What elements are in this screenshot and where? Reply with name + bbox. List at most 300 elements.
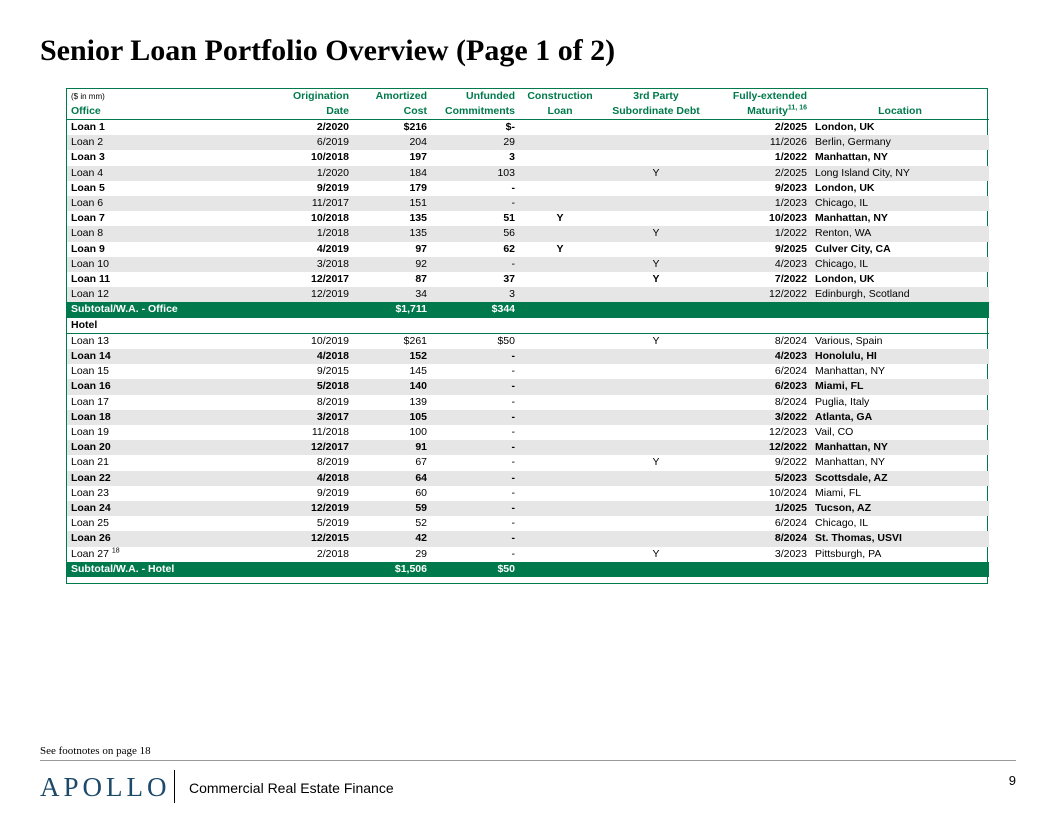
table-cell xyxy=(431,440,519,455)
header-top: Unfunded xyxy=(466,90,515,102)
cell-text: Culver City, CA xyxy=(815,242,891,255)
table-cell xyxy=(257,516,353,531)
cell-text: Loan 13 xyxy=(71,334,109,347)
cell-text: 3/2023 xyxy=(774,547,807,560)
table-cell xyxy=(519,471,601,486)
cell-text: - xyxy=(511,517,515,530)
cell-text: Loan 15 xyxy=(71,365,109,378)
table-cell xyxy=(519,226,601,241)
cell-text: 4/2023 xyxy=(774,257,807,270)
cell-text: 1/2020 xyxy=(316,166,349,179)
table-cell xyxy=(519,242,601,257)
table-cell xyxy=(519,302,601,317)
cell-text: 10/2018 xyxy=(311,212,349,225)
cell-text: $261 xyxy=(403,334,427,347)
table-cell xyxy=(711,181,811,196)
table-cell xyxy=(519,395,601,410)
table-cell xyxy=(811,379,989,394)
table-cell xyxy=(601,349,711,364)
row-label-cell xyxy=(67,516,257,531)
table-cell xyxy=(601,395,711,410)
cell-text: Loan 9 xyxy=(71,242,105,255)
table-cell xyxy=(257,364,353,379)
table-cell xyxy=(431,531,519,546)
cell-text: Loan 22 xyxy=(71,471,111,484)
cell-text: Loan 1 xyxy=(71,121,105,133)
footer-divider xyxy=(40,760,1016,761)
table-cell xyxy=(711,150,811,165)
cell-text: Loan 5 xyxy=(71,181,105,194)
table-cell xyxy=(257,211,353,226)
table-cell xyxy=(711,242,811,257)
cell-text: - xyxy=(511,547,515,560)
table-row xyxy=(67,471,989,486)
cell-text: 179 xyxy=(409,181,427,194)
table-cell xyxy=(353,333,431,349)
cell-text: 56 xyxy=(503,227,515,240)
table-cell xyxy=(257,349,353,364)
table-cell xyxy=(353,181,431,196)
table-cell xyxy=(601,425,711,440)
table-cell xyxy=(257,302,353,317)
table-cell xyxy=(431,455,519,470)
table-row xyxy=(67,287,989,302)
table-cell xyxy=(257,440,353,455)
row-label-cell xyxy=(67,196,257,211)
cell-text: 29 xyxy=(415,547,427,560)
table-row xyxy=(67,455,989,470)
cell-text: Renton, WA xyxy=(815,227,872,240)
table-cell xyxy=(353,166,431,181)
cell-text: 87 xyxy=(415,273,427,286)
cell-text: Y xyxy=(652,257,660,270)
table-cell xyxy=(519,562,601,577)
table-cell xyxy=(519,211,601,226)
cell-text: 3/2017 xyxy=(316,410,349,423)
table-cell xyxy=(353,486,431,501)
cell-text: 6/2019 xyxy=(316,136,349,149)
cell-text: Y xyxy=(556,242,564,255)
row-label-cell xyxy=(67,287,257,302)
cell-text: Loan 21 xyxy=(71,456,109,469)
cell-text: Various, Spain xyxy=(815,334,883,347)
table-cell xyxy=(711,257,811,272)
header-bottom: Office xyxy=(67,104,257,120)
row-label-cell xyxy=(67,379,257,394)
cell-text: 4/2023 xyxy=(774,350,807,363)
table-cell xyxy=(353,287,431,302)
cell-text: 204 xyxy=(409,136,427,149)
table-cell xyxy=(601,120,711,136)
table-row xyxy=(67,196,989,211)
table-cell xyxy=(353,547,431,562)
table-row xyxy=(67,486,989,501)
table-cell xyxy=(711,425,811,440)
row-label-cell xyxy=(67,272,257,287)
cell-text: 37 xyxy=(503,273,515,286)
table-cell xyxy=(257,226,353,241)
cell-text: 2/2025 xyxy=(774,166,807,179)
table-cell xyxy=(811,486,989,501)
table-cell xyxy=(431,349,519,364)
table-cell xyxy=(519,150,601,165)
table-cell xyxy=(811,547,989,562)
cell-text: 1/2018 xyxy=(316,227,349,240)
table-cell xyxy=(601,333,711,349)
cell-text: Loan 12 xyxy=(71,288,109,301)
table-cell xyxy=(353,501,431,516)
table-cell xyxy=(431,547,519,562)
row-label-cell xyxy=(67,302,257,317)
cell-text: Loan 19 xyxy=(71,426,109,439)
cell-text: 51 xyxy=(503,212,515,225)
table-cell xyxy=(601,516,711,531)
row-label-cell xyxy=(67,135,257,150)
cell-text: 139 xyxy=(409,395,427,408)
cell-text: Tucson, AZ xyxy=(815,502,871,515)
table-cell xyxy=(811,364,989,379)
table-cell xyxy=(711,455,811,470)
table-cell xyxy=(811,455,989,470)
cell-text: 91 xyxy=(415,441,427,454)
cell-text: 4/2018 xyxy=(316,350,349,363)
cell-text: 4/2018 xyxy=(316,471,349,484)
table-cell xyxy=(711,501,811,516)
table-cell xyxy=(601,272,711,287)
table-cell xyxy=(431,379,519,394)
table-cell xyxy=(353,135,431,150)
cell-text: Puglia, Italy xyxy=(815,395,870,408)
cell-text: Berlin, Germany xyxy=(815,136,891,149)
table-cell xyxy=(257,120,353,136)
table-cell xyxy=(353,196,431,211)
cell-text: 52 xyxy=(415,517,427,530)
table-cell xyxy=(711,120,811,136)
cell-text: - xyxy=(511,532,515,545)
table-cell xyxy=(431,516,519,531)
table-cell xyxy=(519,135,601,150)
table-cell xyxy=(601,242,711,257)
units-note: ($ in mm) xyxy=(71,92,105,101)
table-cell xyxy=(601,364,711,379)
table-cell xyxy=(711,333,811,349)
table-cell xyxy=(353,516,431,531)
cell-text: Pittsburgh, PA xyxy=(815,547,882,560)
table-cell xyxy=(257,410,353,425)
table-cell xyxy=(431,242,519,257)
table-cell xyxy=(711,349,811,364)
cell-text: Y xyxy=(652,273,660,286)
cell-text: $- xyxy=(505,121,515,133)
row-label-cell xyxy=(67,395,257,410)
table-row xyxy=(67,501,989,516)
table-cell xyxy=(811,257,989,272)
cell-text: Scottsdale, AZ xyxy=(815,471,888,484)
table-cell xyxy=(811,531,989,546)
cell-text: Loan 18 xyxy=(71,410,111,423)
table-row xyxy=(67,272,989,287)
cell-text: Loan 10 xyxy=(71,257,109,270)
page-number: 9 xyxy=(1008,773,1016,788)
row-label-cell xyxy=(67,242,257,257)
table-cell xyxy=(431,302,519,317)
cell-text: 11/2026 xyxy=(769,136,807,149)
cell-text: Y xyxy=(556,212,564,225)
table-cell xyxy=(353,455,431,470)
cell-text: St. Thomas, USVI xyxy=(815,532,902,545)
cell-text: 9/2019 xyxy=(316,486,349,499)
cell-text: Loan 11 xyxy=(71,273,111,286)
table-cell xyxy=(353,379,431,394)
table-cell xyxy=(601,379,711,394)
cell-text: - xyxy=(511,395,515,408)
cell-text: - xyxy=(511,380,515,393)
cell-text: 1/2023 xyxy=(774,197,807,210)
row-label-cell xyxy=(67,410,257,425)
row-label-cell xyxy=(67,120,257,136)
cell-text: 6/2024 xyxy=(774,365,807,378)
table-cell xyxy=(811,242,989,257)
table-cell xyxy=(811,440,989,455)
table-cell xyxy=(811,471,989,486)
cell-text: Loan 6 xyxy=(71,197,104,210)
header-bottom: Commitments xyxy=(431,104,519,120)
cell-text: - xyxy=(511,471,515,484)
table-cell xyxy=(257,287,353,302)
cell-text: $50 xyxy=(497,334,515,347)
table-cell xyxy=(519,440,601,455)
table-cell xyxy=(601,318,711,334)
cell-text: 67 xyxy=(415,456,427,469)
cell-text: 2/2018 xyxy=(316,547,349,560)
cell-text: 60 xyxy=(415,486,427,499)
table-cell xyxy=(711,379,811,394)
footnote-text: See footnotes on page 18 xyxy=(40,745,151,757)
cell-text: 10/2019 xyxy=(311,334,349,347)
table-cell xyxy=(431,226,519,241)
table-cell xyxy=(519,349,601,364)
cell-text: 11/2018 xyxy=(311,426,349,439)
table-cell xyxy=(257,318,353,334)
table-cell xyxy=(711,272,811,287)
cell-text: 9/2025 xyxy=(774,242,807,255)
table-cell xyxy=(431,425,519,440)
header-bottom xyxy=(711,104,811,120)
table-cell xyxy=(257,501,353,516)
row-label-cell xyxy=(67,562,257,577)
cell-text: 12/2022 xyxy=(769,288,807,301)
row-label-cell xyxy=(67,547,257,562)
cell-text: $1,506 xyxy=(394,562,427,575)
row-label-cell xyxy=(67,440,257,455)
page-title: Senior Loan Portfolio Overview (Page 1 of 2) xyxy=(40,34,616,67)
row-label-cell xyxy=(67,486,257,501)
table-cell xyxy=(519,120,601,136)
cell-text: 12/2019 xyxy=(311,502,349,515)
table-cell xyxy=(711,547,811,562)
table-cell xyxy=(711,440,811,455)
footnote-ref: 11, 16 xyxy=(787,104,807,112)
table-cell xyxy=(519,379,601,394)
table-row xyxy=(67,516,989,531)
table-cell xyxy=(601,302,711,317)
row-label-cell xyxy=(67,150,257,165)
cell-text: 135 xyxy=(409,212,427,225)
table-row xyxy=(67,181,989,196)
table-cell xyxy=(431,120,519,136)
cell-text: 6/2023 xyxy=(774,380,807,393)
table-cell xyxy=(811,272,989,287)
cell-text: 2/2020 xyxy=(316,121,349,133)
cell-text: 9/2022 xyxy=(774,456,807,469)
table-row xyxy=(67,364,989,379)
table-cell xyxy=(257,471,353,486)
table-row xyxy=(67,257,989,272)
table-cell xyxy=(601,547,711,562)
table-cell xyxy=(431,211,519,226)
cell-text: 140 xyxy=(409,380,427,393)
cell-text: Loan 16 xyxy=(71,380,111,393)
cell-text: 3 xyxy=(509,151,515,164)
row-label-cell xyxy=(67,349,257,364)
cell-text: Manhattan, NY xyxy=(815,212,888,225)
table-cell xyxy=(257,333,353,349)
table-row xyxy=(67,379,989,394)
header-top: Construction xyxy=(527,90,593,102)
cell-text: Loan 23 xyxy=(71,486,109,499)
table-cell xyxy=(257,486,353,501)
table-cell xyxy=(431,364,519,379)
table-row xyxy=(67,440,989,455)
table-cell xyxy=(519,166,601,181)
table-cell xyxy=(353,440,431,455)
header-row-top xyxy=(67,89,989,104)
cell-text: London, UK xyxy=(815,121,875,133)
cell-text: 1/2022 xyxy=(774,227,807,240)
cell-text: Loan 27 xyxy=(71,547,109,560)
table-cell xyxy=(811,302,989,317)
cell-text: $50 xyxy=(497,562,515,575)
cell-text: Chicago, IL xyxy=(815,257,869,270)
table-cell xyxy=(353,349,431,364)
table-cell xyxy=(811,226,989,241)
cell-text: Manhattan, NY xyxy=(815,151,888,164)
table-cell xyxy=(519,531,601,546)
table-cell xyxy=(601,471,711,486)
cell-text: 10/2023 xyxy=(769,212,807,225)
table-cell xyxy=(601,562,711,577)
table-cell xyxy=(353,471,431,486)
cell-text: Subtotal/W.A. - Office xyxy=(71,303,178,316)
table-cell xyxy=(257,455,353,470)
cell-text: 103 xyxy=(497,166,515,179)
cell-text: Loan 24 xyxy=(71,502,111,515)
cell-text: 12/2017 xyxy=(311,441,349,454)
header-bottom: Date xyxy=(257,104,353,120)
table-cell xyxy=(711,531,811,546)
footer-brand: Commercial Real Estate Finance xyxy=(189,780,394,796)
table-cell xyxy=(711,318,811,334)
table-cell xyxy=(519,516,601,531)
row-label-cell xyxy=(67,364,257,379)
table-cell xyxy=(711,410,811,425)
table-cell xyxy=(519,486,601,501)
row-label-cell xyxy=(67,425,257,440)
footer-separator xyxy=(174,770,175,803)
cell-text: 7/2022 xyxy=(774,273,807,286)
table-cell xyxy=(257,166,353,181)
cell-text: - xyxy=(511,197,515,210)
table-cell xyxy=(601,501,711,516)
cell-text: - xyxy=(511,441,515,454)
table-cell xyxy=(431,318,519,334)
table-cell xyxy=(431,257,519,272)
cell-text: 1/2022 xyxy=(774,151,807,164)
table-cell xyxy=(257,531,353,546)
table-cell xyxy=(519,181,601,196)
table-cell xyxy=(257,395,353,410)
table-cell xyxy=(811,211,989,226)
cell-text: $1,711 xyxy=(395,303,427,316)
table-cell xyxy=(601,440,711,455)
header-top xyxy=(811,89,989,104)
table-cell xyxy=(711,562,811,577)
table-cell xyxy=(353,226,431,241)
row-label-cell xyxy=(67,211,257,226)
cell-text: 1/2025 xyxy=(774,502,807,515)
cell-text: 5/2018 xyxy=(316,380,349,393)
cell-text: Manhattan, NY xyxy=(815,441,888,454)
table-cell xyxy=(811,516,989,531)
table-cell xyxy=(431,135,519,150)
table-cell xyxy=(431,196,519,211)
table-cell xyxy=(257,181,353,196)
subtotal-row xyxy=(67,562,989,577)
table-cell xyxy=(257,196,353,211)
cell-text: Long Island City, NY xyxy=(815,166,910,179)
table-cell xyxy=(811,166,989,181)
cell-text: Y xyxy=(652,456,660,469)
table-cell xyxy=(711,211,811,226)
table-cell xyxy=(711,135,811,150)
table-cell xyxy=(353,364,431,379)
cell-text: 151 xyxy=(409,197,427,210)
cell-text: - xyxy=(511,257,515,270)
cell-text: 9/2019 xyxy=(316,181,349,194)
table-cell xyxy=(353,318,431,334)
cell-text: 3/2018 xyxy=(316,257,349,270)
table-cell xyxy=(811,395,989,410)
table-cell xyxy=(257,547,353,562)
table-cell xyxy=(711,287,811,302)
row-label-cell xyxy=(67,181,257,196)
table-cell xyxy=(257,379,353,394)
table-cell xyxy=(257,425,353,440)
apollo-logo: APOLLO xyxy=(40,772,171,802)
cell-text: 197 xyxy=(409,151,427,164)
table-row xyxy=(67,226,989,241)
table-cell xyxy=(257,135,353,150)
header-bottom: Cost xyxy=(353,104,431,120)
cell-text: - xyxy=(511,456,515,469)
header-bottom: Subordinate Debt xyxy=(601,104,711,120)
table-cell xyxy=(601,166,711,181)
table-row xyxy=(67,120,989,136)
cell-text: Loan 2 xyxy=(71,136,104,149)
table-cell xyxy=(519,287,601,302)
table-cell xyxy=(811,318,989,334)
table-cell xyxy=(811,501,989,516)
